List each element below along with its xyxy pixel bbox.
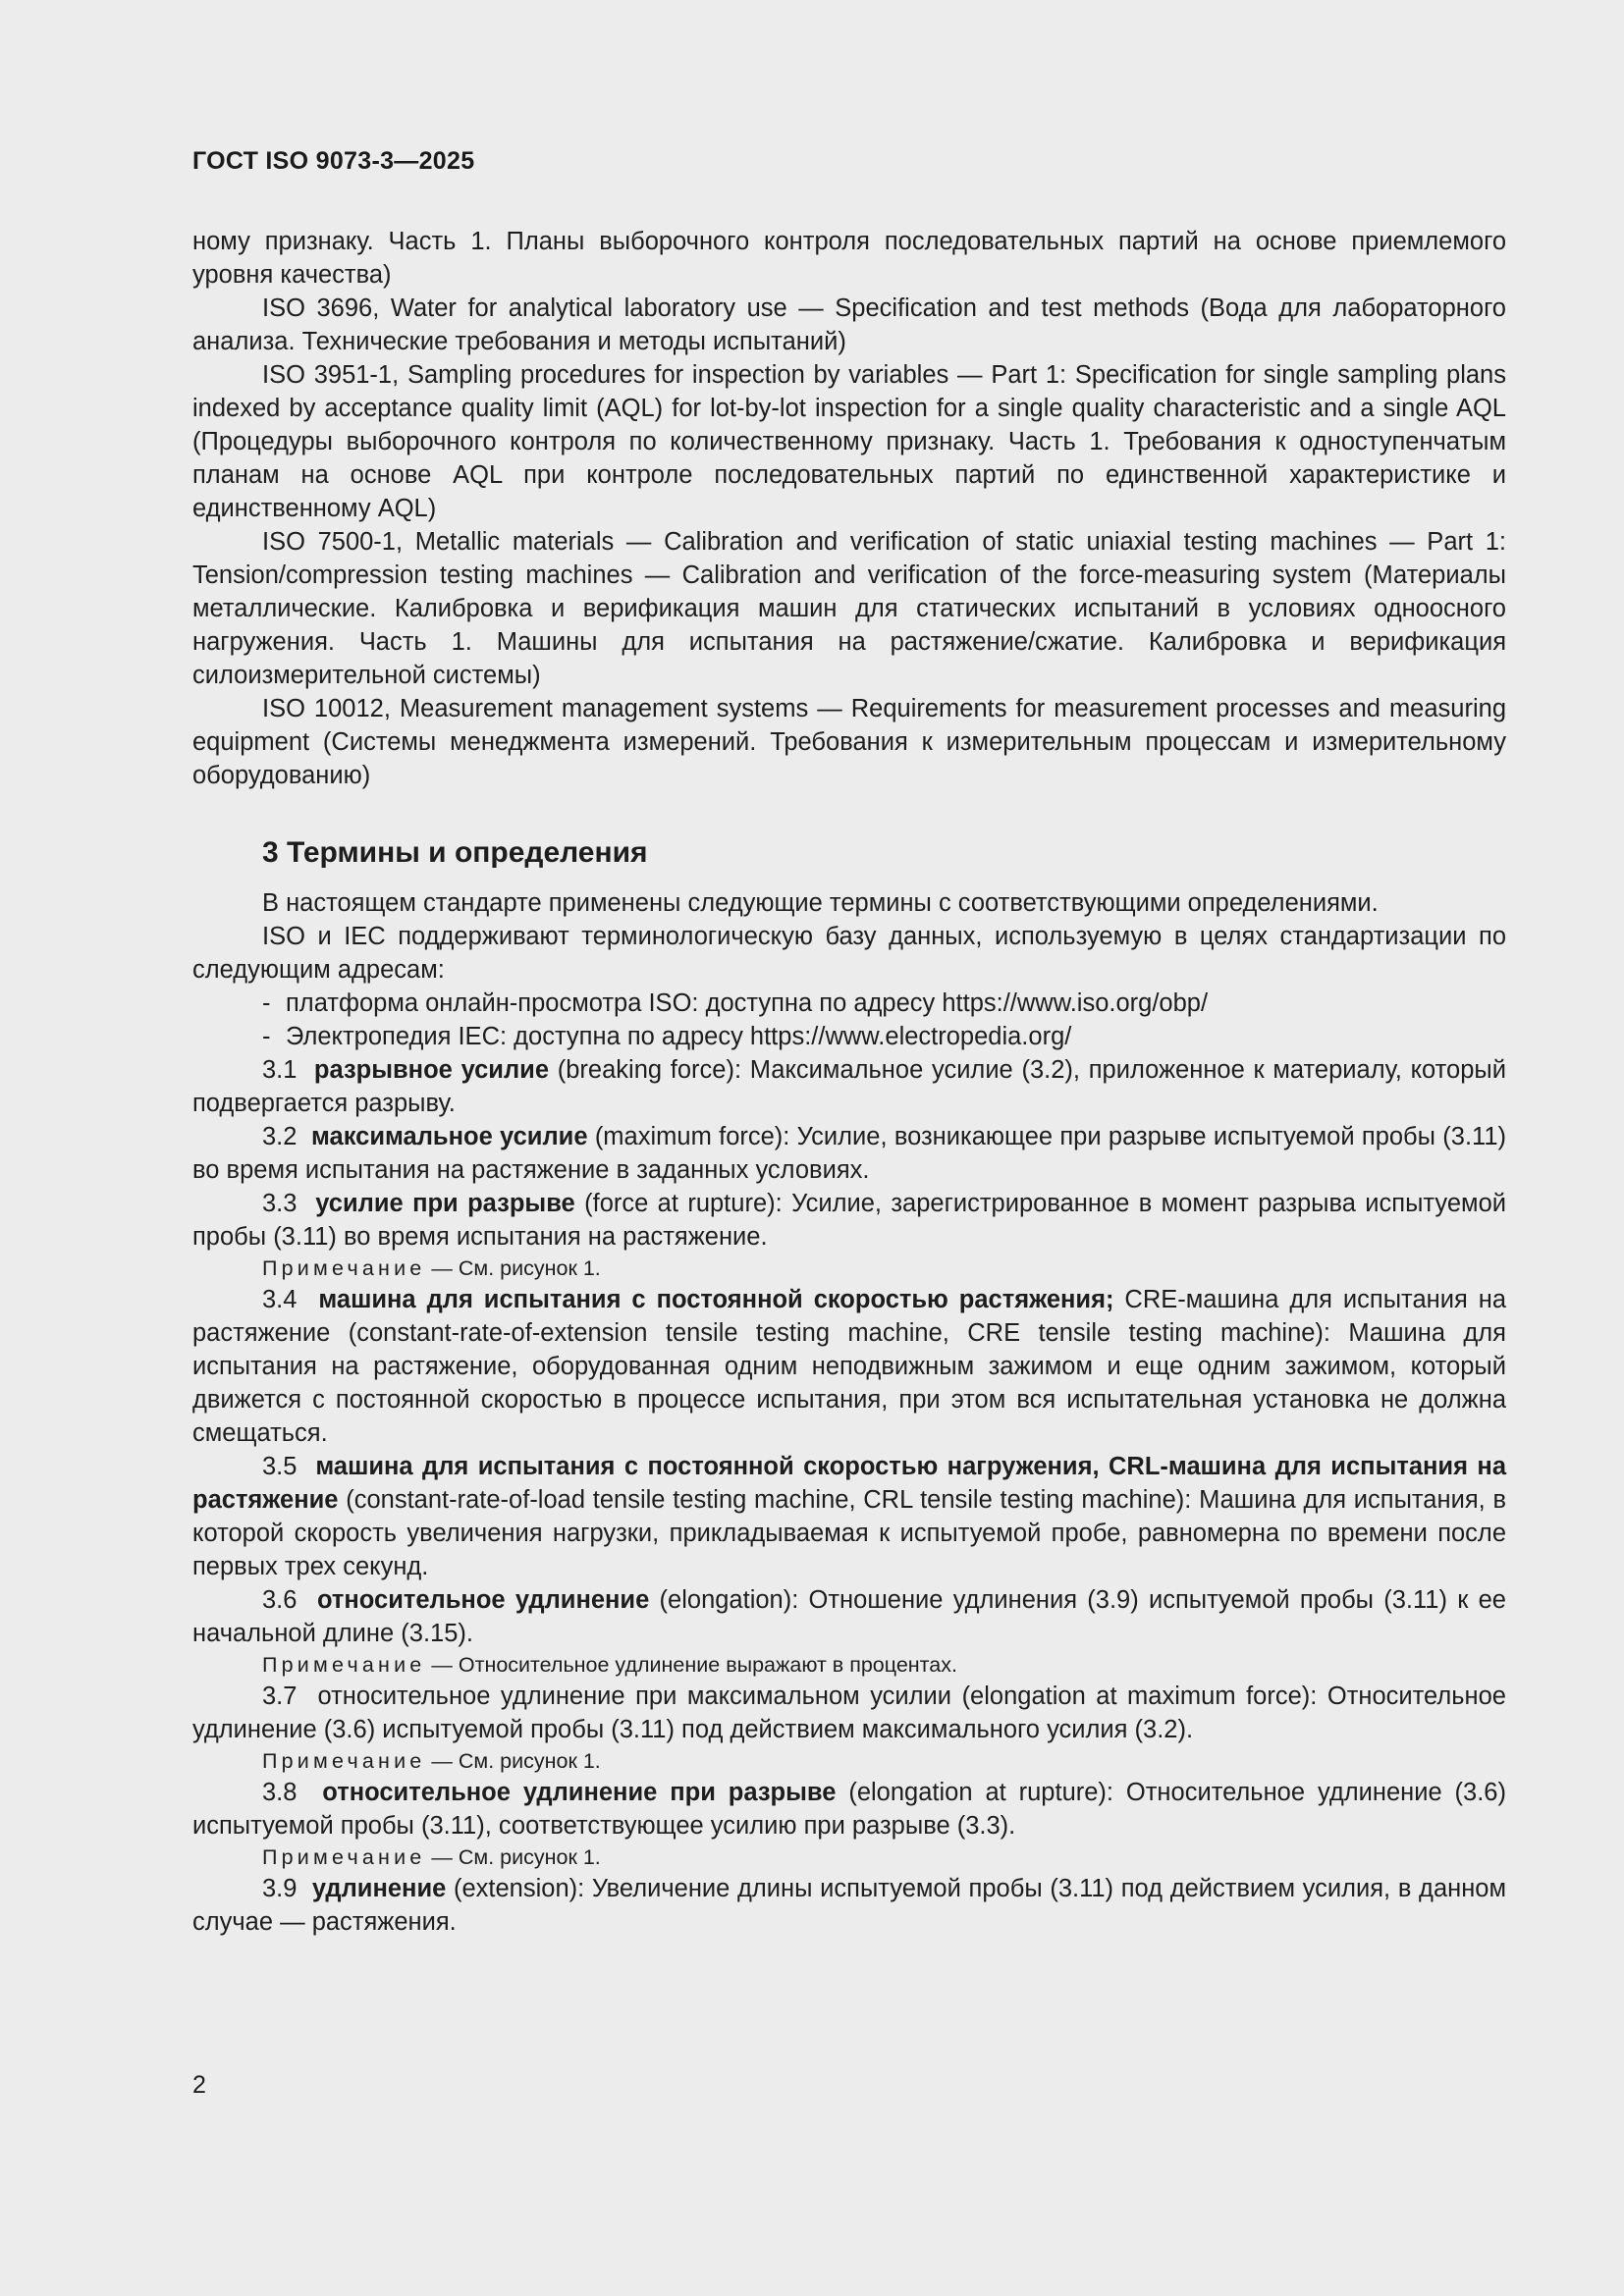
term-definition: (elongation): Отношение удлинения (3.9) испытуемой пробы (3.11) к ее начальной длине (3.15). (192, 1586, 1506, 1647)
section-intro: В настоящем стандарте применены следующие термины с соответствующими определениями. (262, 889, 1379, 917)
term-3-4 (192, 1283, 1506, 1450)
document-body (192, 225, 1506, 1939)
term-3-3 (192, 1187, 1506, 1254)
term-definition: (extension): Увеличение длины испытуемой пробы (3.11) под действием усилия, в данном случае — растяжения. (192, 1875, 1507, 1936)
note-label: Примечание (262, 1749, 426, 1773)
page-number: 2 (192, 2071, 206, 2099)
term-number: 3.4 (262, 1286, 298, 1313)
term-name: машина для испытания с постоянной скоростью растяжения; (318, 1286, 1114, 1313)
reference-iso-7500-1: ISO 7500-1, Metallic materials — Calibration and verification of static uniaxial testing machines — Part 1: Tension/compression testing machines — Calibration and verification of the force-measuring system (Материалы металлические. Калибровка и верификация машин для статических испытаний в условиях одноосного нагружения. Часть 1. Машины для испытания на растяжение/сжатие. Калибровка и верификация силоизмерительной системы) (192, 528, 1506, 689)
term-definition: относительное удлинение при максимальном усилии (elongation at maximum force): Относительное удлинение (3.6) испытуемой пробы (3.11) под действием максимального усилия (3.2). (192, 1682, 1506, 1743)
section-intro-database: ISO и IEC поддерживают терминологическую базу данных, используемую в целях стандартизации по следующим адресам: (192, 923, 1506, 984)
term-name: относительное удлинение (316, 1586, 650, 1614)
term-name: усилие при разрыве (315, 1190, 575, 1217)
term-3-6 (192, 1583, 1506, 1650)
note-text: — См. рисунок 1. (425, 1749, 601, 1773)
reference-iso-3951-1: ISO 3951-1, Sampling procedures for inspection by variables — Part 1: Specification for single sampling plans indexed by acceptance quality limit (AQL) for lot-by-lot inspection for a single quality characteristic and a single AQL (Процедуры выборочного контроля по количественному признаку. Часть 1. Требования к одноступенчатым планам на основе AQL при контроле последовательных партий по единственной характеристике и единственному AQL) (192, 361, 1506, 522)
term-name: разрывное усилие (313, 1056, 550, 1084)
section-title: 3 Термины и определения (262, 836, 648, 869)
note-3-7 (192, 1746, 1506, 1776)
note-3-6 (192, 1650, 1506, 1680)
note-label: Примечание (262, 1845, 426, 1869)
list-item-text: платформа онлайн-просмотра ISO: доступна по адресу https://www.iso.org/obp/ (286, 989, 1209, 1017)
note-text: — См. рисунок 1. (425, 1845, 601, 1869)
note-3-8 (192, 1842, 1506, 1872)
note-label: Примечание (262, 1653, 426, 1677)
term-definition: (constant-rate-of-load tensile testing machine, CRL tensile testing machine): Машина для испытания, в которой скорость увеличения нагрузки, прикладываемая к испытуемой пробе, равномерна по времени после первых трех секунд. (192, 1486, 1506, 1580)
term-name: удлинение (311, 1875, 447, 1902)
list-item (192, 1020, 1506, 1053)
term-3-2 (192, 1120, 1506, 1187)
term-name: относительное удлинение при разрыве (322, 1779, 837, 1806)
term-3-5 (192, 1450, 1506, 1583)
note-text: — См. рисунок 1. (425, 1256, 601, 1280)
term-number: 3.2 (262, 1123, 298, 1150)
reference-iso-10012: ISO 10012, Measurement management systems — Requirements for measurement processes and measuring equipment (Системы менеджмента измерений. Требования к измерительным процессам и измерительному оборудованию) (192, 695, 1506, 789)
term-number: 3.9 (262, 1875, 298, 1902)
term-definition: (elongation at rupture): Относительное удлинение (3.6) испытуемой пробы (3.11), соответствующее усилию при разрыве (3.3). (192, 1779, 1506, 1840)
term-definition: (force at rupture): Усилие, зарегистрированное в момент разрыва испытуемой пробы (3.11) во время испытания на растяжение. (192, 1190, 1507, 1251)
dash-marker: - (262, 989, 271, 1017)
term-definition: (maximum force): Усилие, возникающее при разрыве испытуемой пробы (3.11) во время испытания на растяжение в заданных условиях. (192, 1123, 1506, 1184)
term-name: машина для испытания с постоянной скоростью нагружения, CRL-машина для испытания на растяжение (192, 1453, 1507, 1514)
term-definition: (breaking force): Максимальное усилие (3.2), приложенное к материалу, который подвергается разрыву. (192, 1056, 1506, 1117)
term-name: максимальное усилие (311, 1123, 588, 1150)
term-3-7 (192, 1680, 1506, 1746)
term-number: 3.1 (262, 1056, 298, 1084)
reference-iso-3696: ISO 3696, Water for analytical laboratory use — Specification and test methods (Вода для лабораторного анализа. Технические требования и методы испытаний) (192, 294, 1506, 355)
note-3-3 (192, 1254, 1506, 1283)
reference-continuation: ному признаку. Часть 1. Планы выборочного контроля последовательных партий на основе приемлемого уровня качества) (192, 228, 1506, 289)
term-number: 3.8 (262, 1779, 298, 1806)
list-item-text: Электропедия IEC: доступна по адресу https://www.electropedia.org/ (286, 1023, 1072, 1050)
note-text: — Относительное удлинение выражают в процентах. (425, 1653, 957, 1677)
document-header: ГОСТ ISO 9073-3—2025 (192, 147, 475, 175)
term-number: 3.3 (262, 1190, 298, 1217)
term-number: 3.5 (262, 1453, 298, 1480)
list-item (192, 987, 1506, 1020)
term-definition: CRE-машина для испытания на растяжение (constant-rate-of-extension tensile testing machine, CRE tensile testing machine): Машина для испытания на растяжение, оборудованная одним неподвижным зажимом и еще одним зажимом, который движется с постоянной скоростью в процессе испытания, при этом вся испытательная установка не должна смещаться. (192, 1286, 1506, 1447)
term-3-8 (192, 1776, 1506, 1842)
note-label: Примечание (262, 1256, 426, 1280)
term-3-9 (192, 1872, 1506, 1939)
term-number: 3.7 (262, 1682, 298, 1710)
dash-marker: - (262, 1023, 271, 1050)
term-number: 3.6 (262, 1586, 298, 1614)
term-3-1 (192, 1053, 1506, 1120)
